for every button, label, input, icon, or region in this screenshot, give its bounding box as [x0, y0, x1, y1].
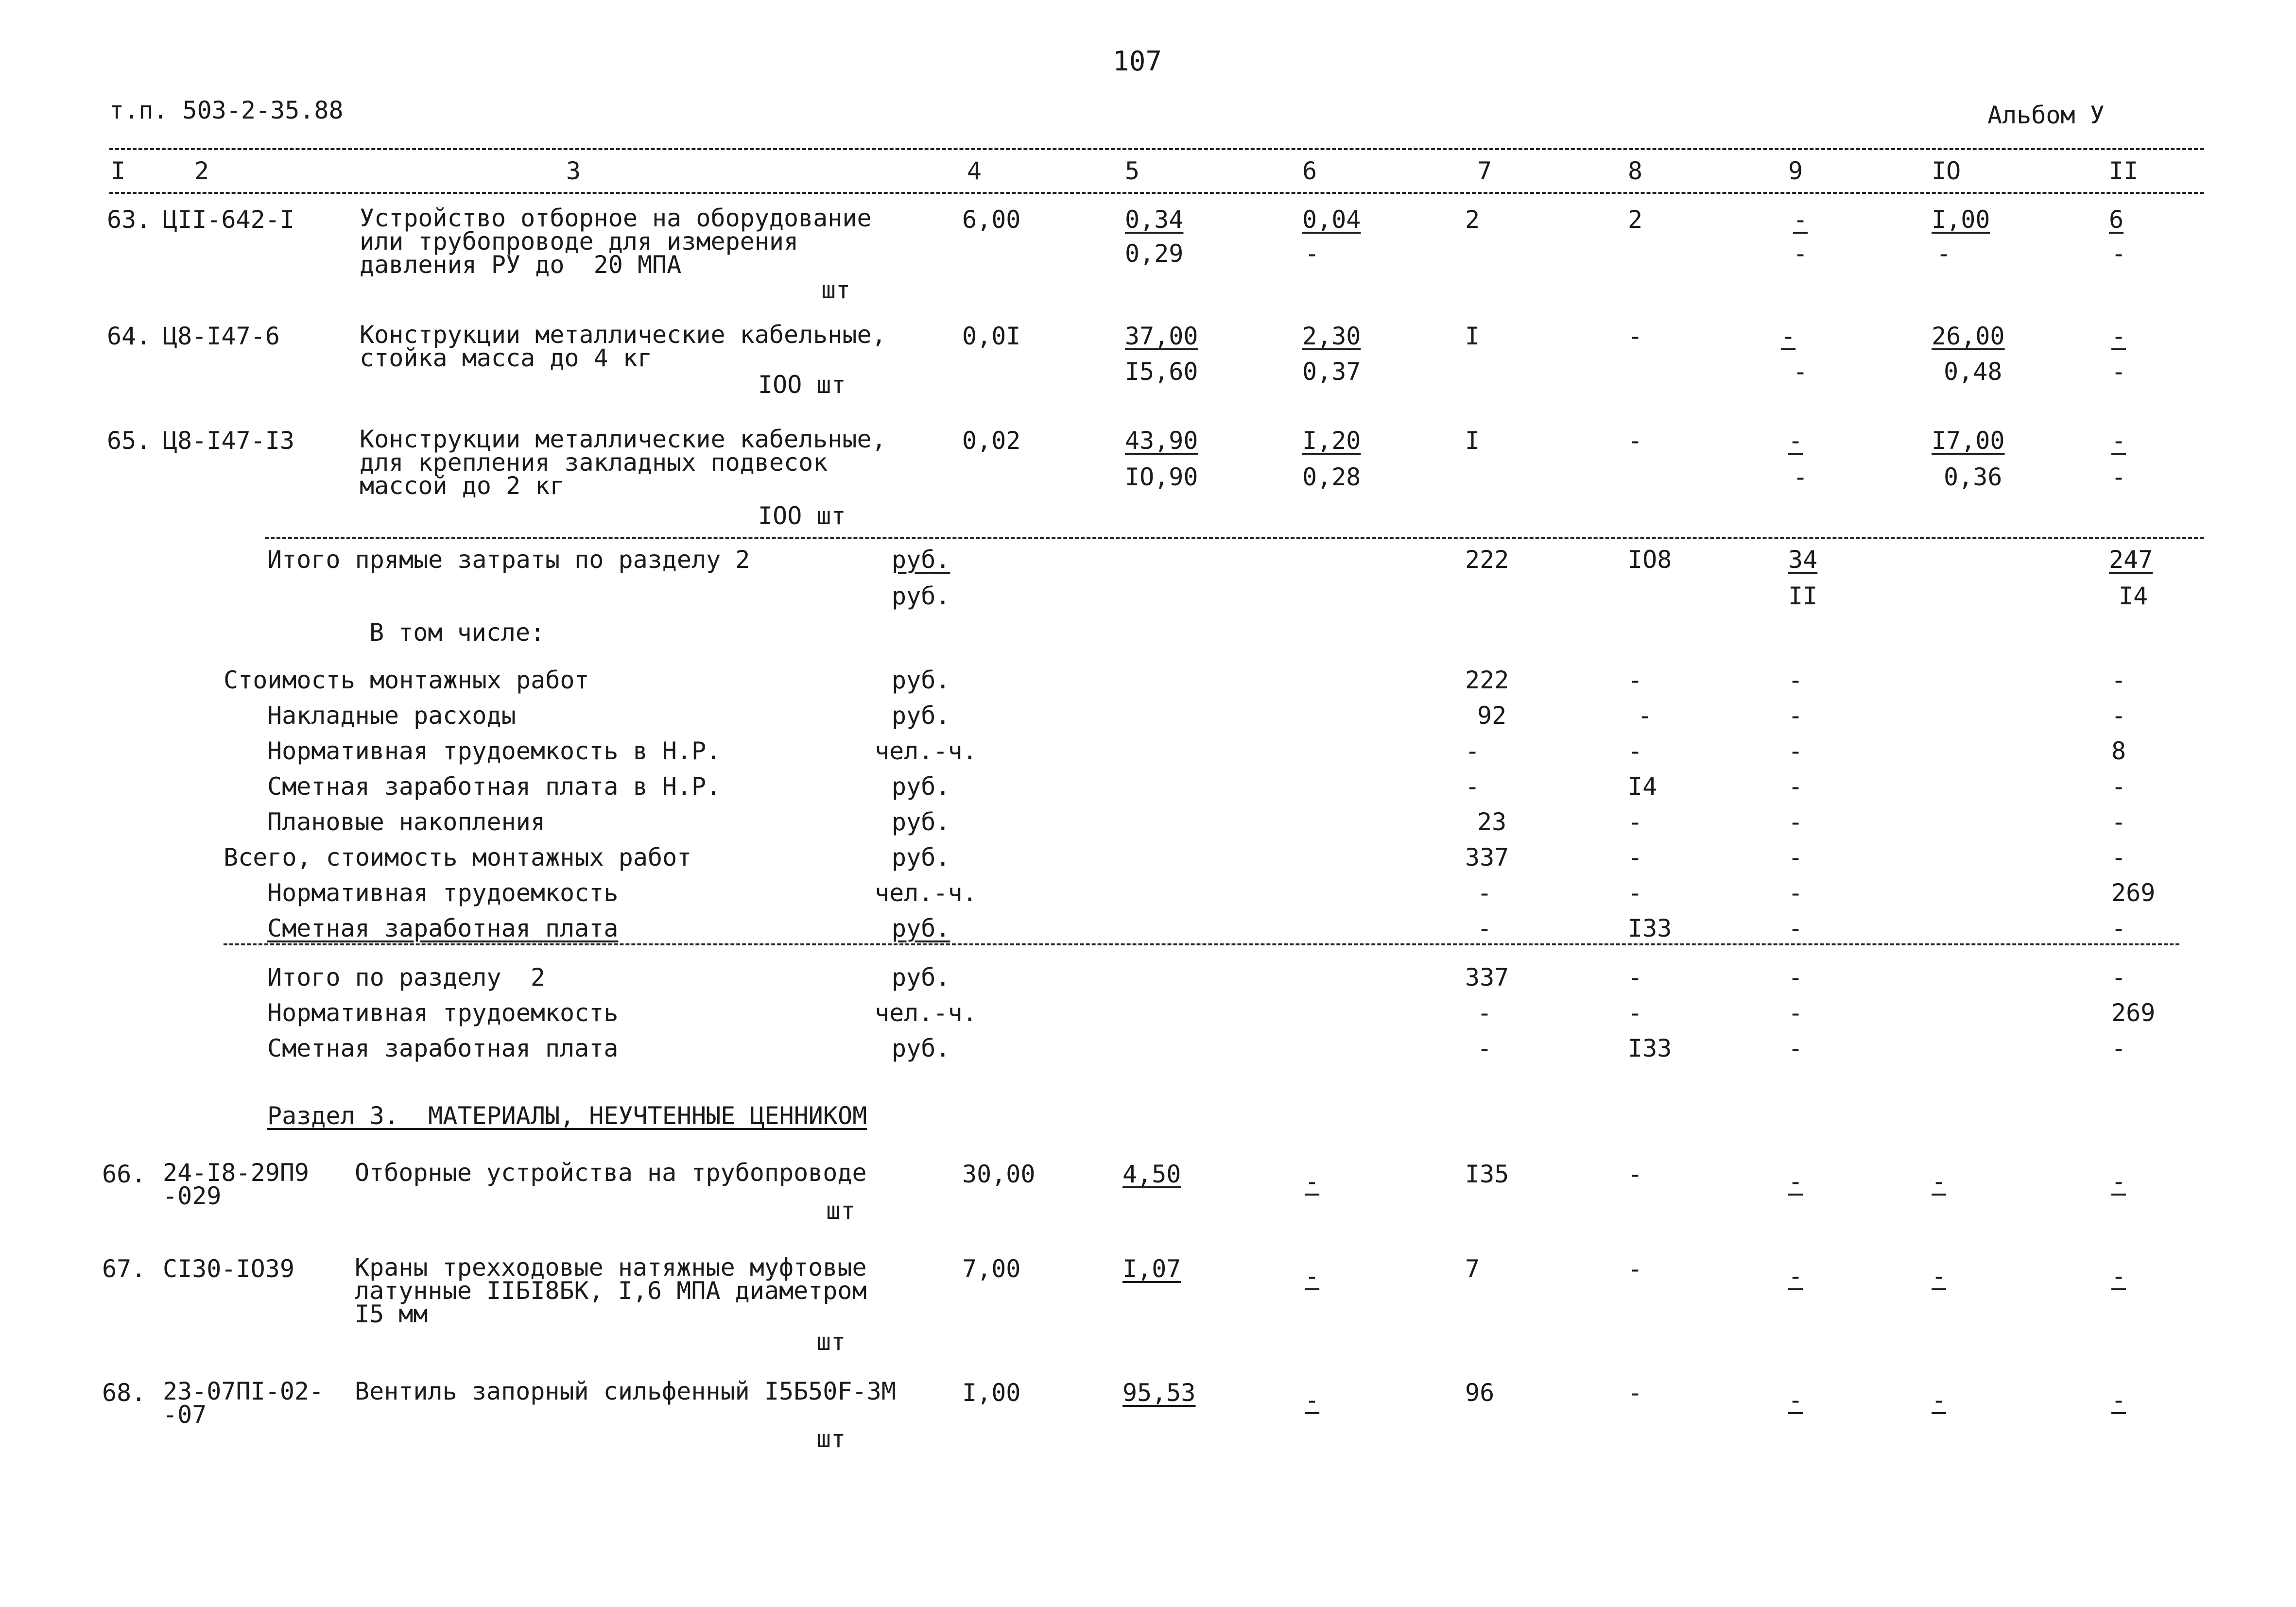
row-c7: I [1465, 427, 1480, 455]
total-direct-label: Итого прямые затраты по разделу 2 [267, 546, 750, 574]
summary-c7: 92 [1477, 701, 1507, 730]
row-unit: IOO шт [758, 371, 846, 399]
column-header-7: 7 [1477, 157, 1492, 185]
summary-unit: руб. [892, 843, 950, 872]
row-c9a: - [1793, 205, 1808, 234]
section-total-label: Нормативная трудоемкость [267, 999, 619, 1027]
section-total-unit: руб. [892, 1034, 950, 1062]
total-direct-c8: IO8 [1628, 546, 1672, 574]
header-bottom-rule [109, 192, 2204, 194]
column-header-4: 4 [967, 157, 982, 185]
summary-c9: - [1788, 914, 1803, 942]
summary-c11: - [2111, 914, 2126, 942]
row-name: Устройство отборное на оборудование или трубопроводе для измерения давления РУ до 20 МПА [360, 204, 886, 279]
row-code: Ц8-I47-6 [163, 322, 280, 350]
summary-label: Стоимость монтажных работ [224, 666, 589, 694]
row-c6a: I,20 [1302, 427, 1361, 455]
total-direct-c7: 222 [1465, 546, 1509, 574]
total-direct-c9a: 34 [1788, 546, 1818, 574]
row-unit: шт [816, 1328, 846, 1356]
summary-c11: - [2111, 772, 2126, 801]
row-name: Отборные устройства на трубопроводе [355, 1159, 867, 1187]
row-c10b: 0,48 [1944, 358, 2003, 386]
column-header-6: 6 [1302, 157, 1317, 185]
row-c9: - [1788, 1262, 1803, 1290]
row-number: 65. [107, 427, 151, 455]
row-c9b: - [1793, 463, 1808, 491]
section-total-label: Сметная заработная плата [267, 1034, 619, 1062]
section-total-unit: чел.-ч. [875, 999, 977, 1027]
row-c6b: 0,37 [1302, 358, 1361, 386]
section-3-title: Раздел 3. МАТЕРИАЛЫ, НЕУЧТЕННЫЕ ЦЕННИКОМ [267, 1102, 867, 1130]
row-number: 64. [107, 322, 151, 350]
row-c5b: I5,60 [1125, 358, 1198, 386]
row-c8: - [1628, 1255, 1643, 1283]
row-c7: 96 [1465, 1379, 1495, 1407]
column-header-11: II [2109, 157, 2139, 185]
row-c5a: 0,34 [1125, 205, 1184, 234]
summary-c8: I4 [1628, 772, 1657, 801]
summary-c8: - [1628, 843, 1643, 872]
summary-label: Сметная заработная плата в Н.Р. [267, 772, 721, 801]
summary-c7: - [1477, 914, 1492, 942]
page-number: 107 [1113, 46, 1162, 77]
column-header-9: 9 [1788, 157, 1803, 185]
row-c10a: I7,00 [1932, 427, 2005, 455]
row-c5: 95,53 [1122, 1379, 1196, 1407]
section-total-c9: - [1788, 999, 1803, 1027]
row-c5: I,07 [1122, 1255, 1181, 1283]
column-header-1: I [111, 157, 126, 185]
summary-c11: 8 [2111, 737, 2126, 765]
row-c8: - [1628, 1160, 1643, 1188]
summary-c8: - [1638, 701, 1653, 730]
row-number: 67. [102, 1255, 146, 1283]
summary-c9: - [1788, 666, 1803, 694]
summary-c11: - [2111, 808, 2126, 836]
row-number: 68. [102, 1379, 146, 1407]
row-unit: шт [826, 1197, 856, 1225]
total-direct-c11b: I4 [2119, 582, 2148, 610]
row-c5b: 0,29 [1125, 239, 1184, 268]
document-code: т.п. 503-2-35.88 [109, 96, 344, 124]
row-code: 24-I8-29П9 -029 [163, 1159, 324, 1210]
section-total-c9: - [1788, 1034, 1803, 1062]
summary-c7: - [1477, 879, 1492, 907]
row-c10: - [1932, 1167, 1947, 1196]
summary-label: Сметная заработная плата [267, 914, 619, 942]
section-total-c11: - [2111, 1034, 2126, 1062]
section-total-c11: - [2111, 963, 2126, 992]
summary-c8: I33 [1628, 914, 1672, 942]
row-c5a: 43,90 [1125, 427, 1198, 455]
column-header-2: 2 [194, 157, 209, 185]
row-c6b: 0,28 [1302, 463, 1361, 491]
row-c5b: IO,90 [1125, 463, 1198, 491]
summary-end-rule [224, 943, 2179, 945]
row-name: Конструкции металлические кабельные, для крепления закладных подвесок массой до 2 кг [360, 425, 901, 500]
summary-unit: руб. [892, 914, 950, 942]
album-label: Альбом У [1987, 101, 2105, 129]
row-c8: - [1628, 322, 1643, 350]
row-c11b: - [2111, 358, 2126, 386]
section-total-c7: - [1477, 999, 1492, 1027]
row-code: CI30-IO39 [163, 1255, 294, 1283]
row-c6: - [1305, 1262, 1320, 1290]
row-c5: 4,50 [1122, 1160, 1181, 1188]
row-c8: 2 [1628, 205, 1643, 234]
summary-c9: - [1788, 808, 1803, 836]
row-code: 23-07ПI-02- -07 [163, 1377, 339, 1429]
row-c6: - [1305, 1167, 1320, 1196]
row-qty: 7,00 [962, 1255, 1021, 1283]
row-c7: 2 [1465, 205, 1480, 234]
summary-c8: - [1628, 666, 1643, 694]
row-c11: - [2111, 1386, 2126, 1414]
row-c10: - [1932, 1262, 1947, 1290]
summary-c11: 269 [2111, 879, 2156, 907]
section-total-c7: - [1477, 1034, 1492, 1062]
summary-label: Всего, стоимость монтажных работ [224, 843, 692, 872]
row-c7: I [1465, 322, 1480, 350]
items-end-rule [265, 537, 2204, 539]
column-header-10: IO [1932, 157, 1961, 185]
row-name: Вентиль запорный сильфенный I5Б50F-3М [355, 1377, 896, 1405]
row-c8: - [1628, 427, 1643, 455]
summary-label: Плановые накопления [267, 808, 545, 836]
summary-c9: - [1788, 843, 1803, 872]
row-c6: - [1305, 1386, 1320, 1414]
row-c9a: - [1788, 427, 1803, 455]
summary-c7: - [1465, 772, 1480, 801]
row-c10b: 0,36 [1944, 463, 2003, 491]
row-c10a: I,00 [1932, 205, 1990, 234]
row-c11: - [2111, 1167, 2126, 1196]
row-code: Ц8-I47-I3 [163, 427, 294, 455]
row-qty: 6,00 [962, 205, 1021, 234]
summary-unit: руб. [892, 808, 950, 836]
row-number: 63. [107, 205, 151, 234]
section-total-c8: - [1628, 999, 1643, 1027]
row-c7: I35 [1465, 1160, 1509, 1188]
summary-c9: - [1788, 772, 1803, 801]
row-qty: 0,0I [962, 322, 1021, 350]
row-unit: шт [816, 1425, 846, 1453]
summary-label: Нормативная трудоемкость в Н.Р. [267, 737, 721, 765]
summary-c11: - [2111, 843, 2126, 872]
summary-c9: - [1788, 879, 1803, 907]
row-c9b: - [1793, 358, 1808, 386]
summary-unit: руб. [892, 701, 950, 730]
summary-unit: руб. [892, 666, 950, 694]
row-c10a: 26,00 [1932, 322, 2005, 350]
row-number: 66. [102, 1160, 146, 1188]
row-name: Краны трехходовые натяжные муфтовые латунные IIБI8БК, I,6 МПА диаметром I5 мм [355, 1253, 881, 1328]
summary-unit: руб. [892, 772, 950, 801]
row-c9: - [1788, 1167, 1803, 1196]
summary-c11: - [2111, 666, 2126, 694]
summary-c8: - [1628, 737, 1643, 765]
summary-label: Нормативная трудоемкость [267, 879, 619, 907]
row-c11b: - [2111, 239, 2126, 268]
section-total-c7: 337 [1465, 963, 1509, 992]
row-c9b: - [1793, 239, 1808, 268]
row-c10: - [1932, 1386, 1947, 1414]
section-total-c11: 269 [2111, 999, 2156, 1027]
total-direct-unit: руб. [892, 546, 950, 574]
header-top-rule [109, 148, 2204, 150]
row-qty: 30,00 [962, 1160, 1036, 1188]
row-c6a: 0,04 [1302, 205, 1361, 234]
summary-label: Накладные расходы [267, 701, 516, 730]
summary-unit: чел.-ч. [875, 737, 977, 765]
summary-c7: 23 [1477, 808, 1507, 836]
total-direct-unit-2: руб. [892, 582, 950, 610]
row-c11: - [2111, 1262, 2126, 1290]
total-direct-c11a: 247 [2109, 546, 2153, 574]
row-c5a: 37,00 [1125, 322, 1198, 350]
summary-c8: - [1628, 879, 1643, 907]
summary-c9: - [1788, 737, 1803, 765]
row-c11a: - [2111, 427, 2126, 455]
row-c7: 7 [1465, 1255, 1480, 1283]
summary-c7: 337 [1465, 843, 1509, 872]
row-c11b: - [2111, 463, 2126, 491]
row-c6a: 2,30 [1302, 322, 1361, 350]
summary-unit: чел.-ч. [875, 879, 977, 907]
total-direct-c9b: II [1788, 582, 1818, 610]
section-total-c8: I33 [1628, 1034, 1672, 1062]
row-c11a: - [2111, 322, 2126, 350]
summary-c8: - [1628, 808, 1643, 836]
row-c11a: 6 [2109, 205, 2124, 234]
row-c6b: - [1305, 239, 1320, 268]
including-label: В том числе: [369, 618, 545, 647]
row-unit: шт [821, 276, 851, 304]
section-total-label: Итого по разделу 2 [267, 963, 545, 992]
row-c9a: - [1781, 322, 1796, 350]
row-unit: IOO шт [758, 502, 846, 530]
summary-c11: - [2111, 701, 2126, 730]
row-c9: - [1788, 1386, 1803, 1414]
row-c10b: - [1936, 239, 1951, 268]
row-qty: I,00 [962, 1379, 1021, 1407]
row-code: ЦII-642-I [163, 205, 294, 234]
summary-c7: - [1465, 737, 1480, 765]
section-total-c9: - [1788, 963, 1803, 992]
column-header-5: 5 [1125, 157, 1140, 185]
row-c8: - [1628, 1379, 1643, 1407]
summary-c9: - [1788, 701, 1803, 730]
summary-c7: 222 [1465, 666, 1509, 694]
column-header-8: 8 [1628, 157, 1643, 185]
section-total-unit: руб. [892, 963, 950, 992]
row-qty: 0,02 [962, 427, 1021, 455]
column-header-3: 3 [566, 157, 581, 185]
row-name: Конструкции металлические кабельные, стойка масса до 4 кг [360, 321, 901, 372]
section-total-c8: - [1628, 963, 1643, 992]
